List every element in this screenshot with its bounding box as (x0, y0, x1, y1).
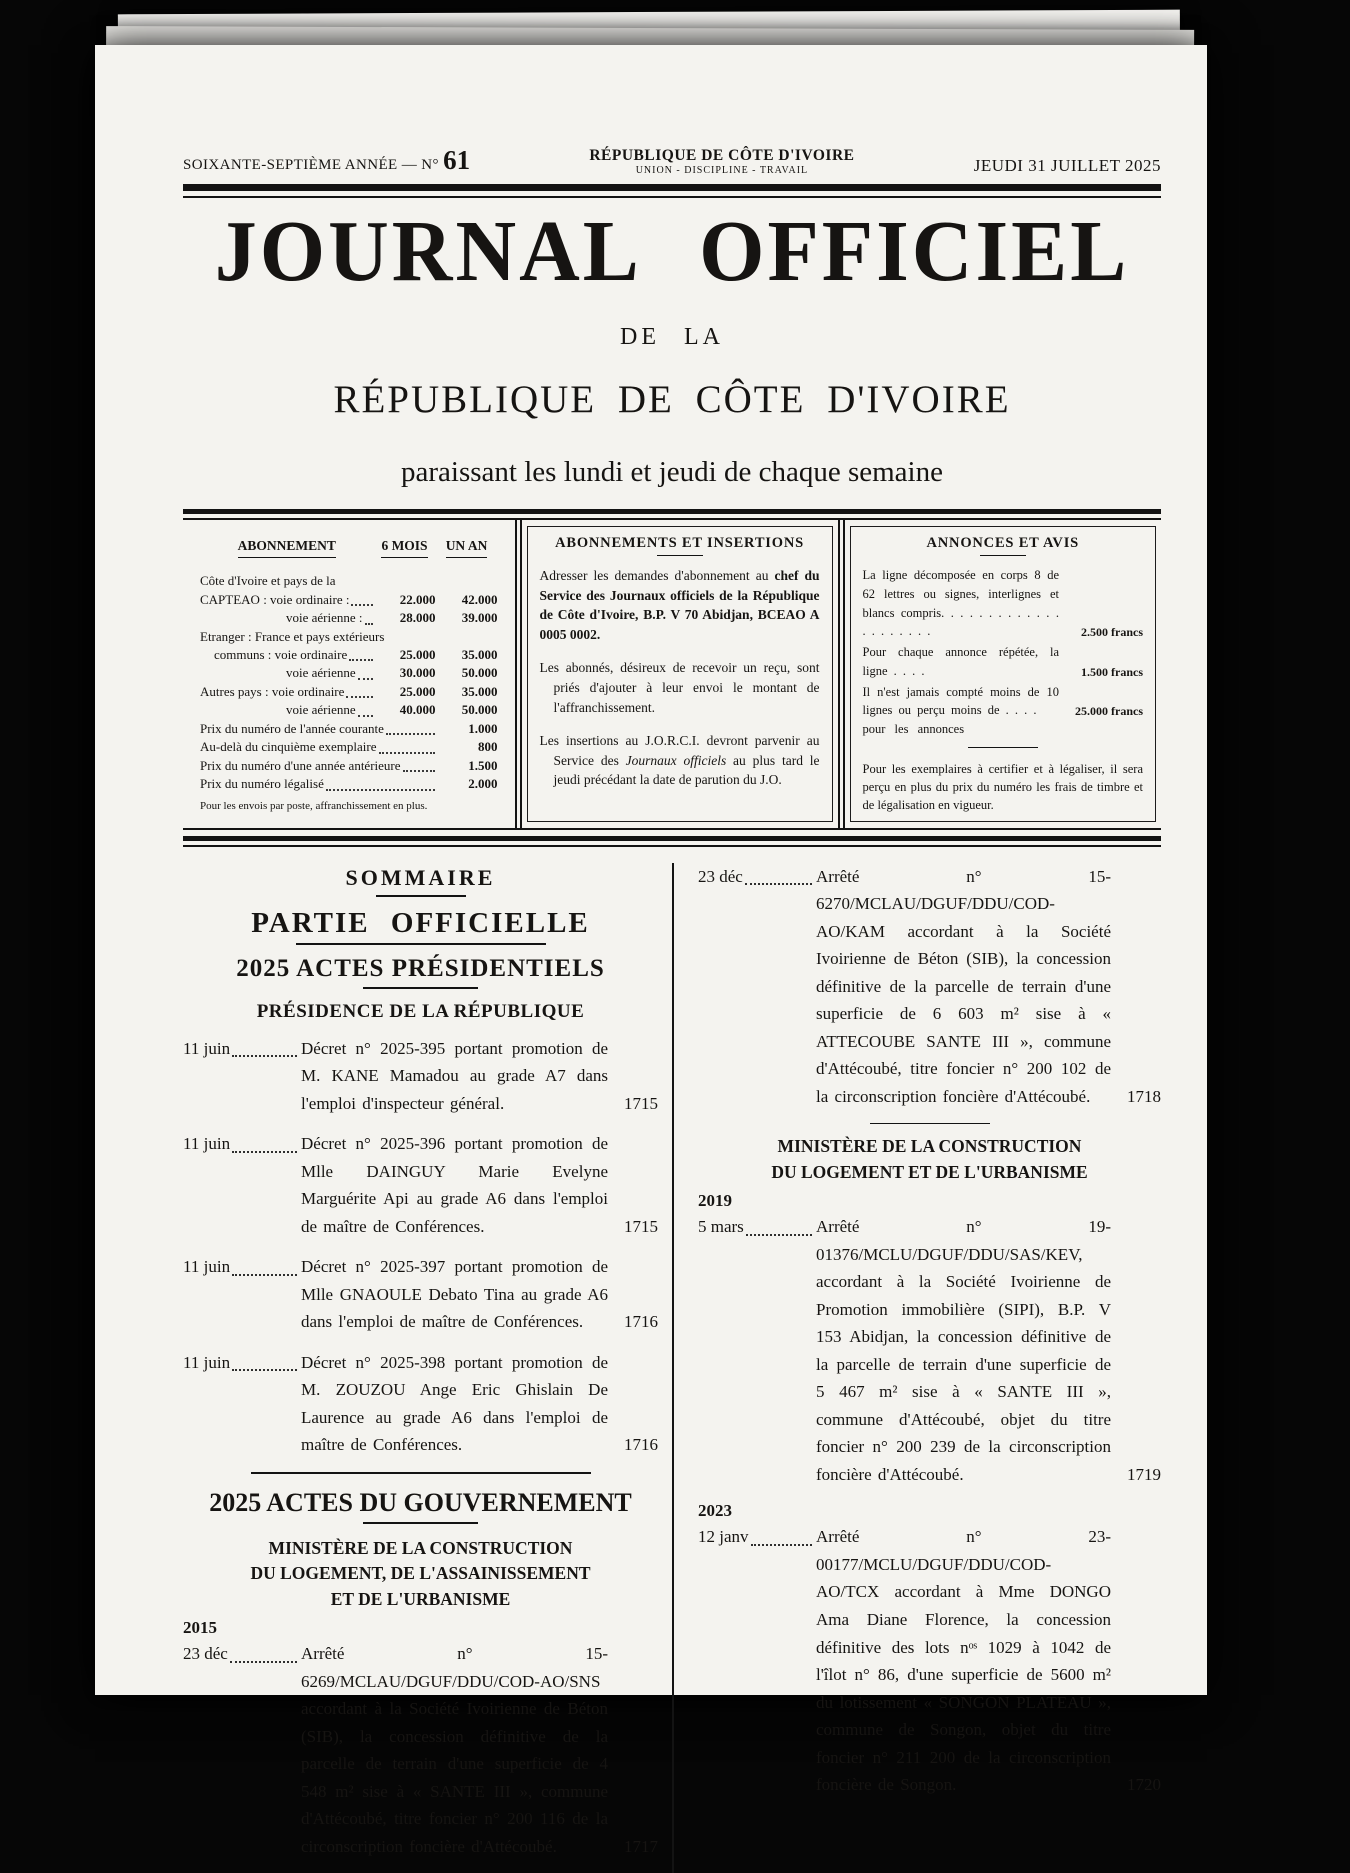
divider (183, 184, 1161, 198)
row-label: voie aérienne (286, 665, 356, 681)
row-label: CAPTEAO : voie ordinaire : (200, 591, 350, 607)
divider (183, 836, 1161, 847)
row-label: Prix du numéro d'une année antérieure (200, 757, 401, 773)
toc-entry-text: Arrêté n° 19-01376/MCLU/DGUF/DDU/SAS/KEV, accordant à la Société Ivoirienne de Promotion immobilière (SIPI), B.P. V 153 Abidjan, la concession définitive de la parcelle de terrain d'une superficie de 5 467 m² sise à « SANTE III », commune d'Attécoubé, objet du titre foncier n° 200 239 de la circonscription foncière d'Attécoubé. (816, 1217, 1111, 1484)
sommaire-section (183, 863, 1161, 1873)
year-label: 2015 (183, 1618, 217, 1638)
price-six: 28.000 (399, 610, 436, 626)
toc-entry (183, 1130, 658, 1240)
subscription-box (183, 520, 515, 827)
insertions-paragraph (540, 731, 820, 790)
row-label: Au-delà du cinquième exemplaire (200, 739, 377, 755)
ministry-line: MINISTÈRE DE LA CONSTRUCTION (268, 1538, 573, 1558)
toc-entry-lead (698, 863, 812, 891)
annonce-price: 25.000 francs (1075, 704, 1143, 719)
toc-entry-page: 1716 (624, 1312, 658, 1332)
toc-entry-page: 1715 (624, 1093, 658, 1113)
toc-entry-page: 1716 (624, 1435, 658, 1455)
year-label: 2023 (698, 1501, 732, 1521)
dot-leader (232, 1369, 297, 1371)
sommaire-right-column (672, 863, 1161, 1873)
price-six: 30.000 (399, 665, 436, 681)
paragraph-text: Adresser les demandes d'abonnement au (539, 568, 775, 584)
toc-entry-lead (183, 1640, 297, 1668)
price-year: 50.000 (461, 665, 498, 681)
toc-entry-page: 1717 (624, 1836, 658, 1856)
paragraph-italic-text: Journaux officiels (625, 752, 727, 768)
annonce-price: 1.500 francs (1081, 664, 1143, 679)
price-year: 50.000 (461, 702, 498, 718)
toc-entry-lead (183, 1130, 297, 1158)
dot-leader (358, 715, 373, 717)
price-six: 25.000 (399, 683, 436, 699)
subscription-row (200, 591, 498, 609)
ministry-line: DU LOGEMENT, DE L'ASSAINISSEMENT (250, 1563, 591, 1584)
sommaire-title: SOMMAIRE (345, 864, 496, 890)
toc-entry-text: Décret n° 2025-395 portant promotion de M. KANE Mamadou au grade A7 dans l'emploi d'inspecteur général. (301, 1038, 608, 1113)
actes-presidentiels-heading: 2025 ACTES PRÉSIDENTIELS (236, 954, 605, 982)
toc-entry-lead (183, 1035, 297, 1063)
info-boxes-row (183, 520, 1161, 829)
dot-leader (232, 1151, 297, 1153)
national-motto: UNION - DISCIPLINE - TRAVAIL (635, 164, 809, 176)
insertions-box (515, 520, 845, 827)
toc-entry-date: 23 déc (183, 1644, 228, 1664)
dot-leader (351, 604, 372, 606)
row-label: voie aérienne : (286, 610, 363, 626)
toc-entry-text: Décret n° 2025-398 portant promotion de M. ZOUZOU Ange Eric Ghislain De Laurence au grade A6 dans l'emploi de maître de Conférences. (301, 1352, 608, 1455)
actes-gouvernement-heading: 2025 ACTES DU GOUVERNEMENT (209, 1488, 632, 1517)
sommaire-left-column (183, 863, 672, 1873)
annonce-text: La ligne décomposée en corps 8 de 62 lettres ou signes, interlignes et blancs compris. . . . . . . . . . . . . . . . . . . . . (862, 568, 1059, 639)
dot-leader (403, 770, 435, 772)
toc-entry-lead (183, 1349, 297, 1377)
price-year: 35.000 (461, 647, 498, 662)
partie-officielle-heading: PARTIE OFFICIELLE (251, 906, 590, 939)
dot-leader (751, 1544, 812, 1546)
annonce-text: Pour chaque annonce répétée, la ligne . . . . (862, 645, 1059, 678)
price-year: 1.500 (468, 757, 498, 773)
toc-entry (183, 1640, 658, 1860)
price-six: 40.000 (399, 702, 436, 718)
subscription-row (200, 720, 498, 738)
journal-title: JOURNAL OFFICIEL (214, 203, 1130, 300)
subscription-row (200, 701, 498, 719)
toc-entry-lead (698, 1523, 812, 1551)
price-year: 2.000 (468, 776, 498, 792)
edition-prefix: SOIXANTE-SEPTIÈME ANNÉE — N° (183, 157, 444, 173)
subscription-row (200, 683, 498, 701)
paragraph-text: au plus tard le jeudi précédant la date de parution du J.O. (553, 752, 820, 788)
subscription-header (200, 538, 498, 558)
dot-leader (232, 1274, 297, 1276)
toc-entry-date: 23 déc (698, 866, 743, 886)
row-label: Autres pays : voie ordinaire (200, 683, 345, 699)
toc-entry (698, 1523, 1161, 1798)
insertions-paragraph: Les abonnés, désireux de recevoir un reçu, sont priés d'ajouter à leur envoi le montant de l'affranchissement. (539, 660, 820, 715)
edition-line (183, 145, 470, 176)
toc-entry-text: Arrêté n° 15-6270/MCLAU/DGUF/DDU/COD-AO/KAM accordant à la Société Ivoirienne de Béton (SIB), la concession définitive de la parcelle de terrain d'une superficie de 6 603 m² sise à « ATTECOUBE SANTE III », commune d'Attécoubé, titre foncier n° 200 102 de la circonscription foncière d'Attécoubé. (816, 866, 1111, 1106)
divider (296, 943, 546, 945)
toc-entry-text: Arrêté n° 15-6269/MCLAU/DGUF/DDU/COD-AO/SNS accordant à la Société Ivoirienne de Béton (SIB), la concession définitive de la parcelle de terrain d'une superficie de 4 548 m² sise à « SANTE III », commune d'Attécoubé, titre foncier n° 200 116 de la circonscription foncière d'Attécoubé. (301, 1644, 608, 1856)
ministry-line: DU LOGEMENT ET DE L'URBANISME (771, 1161, 1088, 1182)
divider (870, 1123, 990, 1124)
subscription-row (200, 628, 498, 646)
toc-entry (183, 1253, 658, 1336)
gazette-page (95, 45, 1207, 1856)
toc-entry-page: 1715 (624, 1216, 658, 1236)
price-year: 39.000 (461, 610, 498, 626)
republic-block (470, 147, 974, 176)
dot-leader (326, 789, 435, 791)
toc-entry-date: 11 juin (183, 1257, 231, 1277)
toc-entry-text: Décret n° 2025-397 portant promotion de Mlle GNAOULE Debato Tina au grade A6 dans l'emploi de maître de Conférences. (301, 1257, 608, 1332)
annonce-item (863, 683, 1143, 721)
toc-entry-date: 11 juin (183, 1038, 231, 1058)
toc-entry-date: 12 janv (698, 1527, 749, 1547)
dot-leader (346, 696, 372, 698)
dot-leader (379, 752, 435, 754)
issue-date: JEUDI 31 JUILLET 2025 (973, 156, 1161, 175)
subscription-row (200, 646, 498, 664)
paragraph-text: Les insertions au J.O.R.C.I. devront parvenir au Service des (539, 733, 820, 768)
price-six: 22.000 (399, 591, 436, 607)
price-year: 42.000 (461, 591, 498, 607)
toc-entry-lead (183, 1253, 297, 1281)
subscription-row (200, 775, 498, 793)
paragraph-bold-text: chef du Service des Journaux officiels de la République de Côte d'Ivoire, B.P. V 70 Abidjan, BCEAO A 0005 0002. (539, 568, 820, 642)
divider (363, 1522, 478, 1524)
dot-leader (232, 1055, 297, 1057)
subscription-row (200, 572, 498, 590)
toc-entry (183, 1349, 658, 1459)
masthead-dela: DE LA (620, 324, 724, 351)
dot-leader (230, 1661, 297, 1663)
insertions-paragraph (540, 566, 820, 644)
subscription-row (200, 738, 498, 756)
dot-leader (386, 733, 435, 735)
annonce-text: Il n'est jamais compté moins de 10 lignes ou perçu moins de . . . . (862, 684, 1059, 718)
row-label: Prix du numéro légalisé (200, 776, 324, 792)
divider (376, 895, 466, 897)
annonce-item (863, 566, 1143, 641)
republic-title: RÉPUBLIQUE DE CÔTE D'IVOIRE (589, 146, 855, 164)
subscription-title: ABONNEMENT (238, 538, 336, 558)
toc-entry-date: 11 juin (183, 1134, 231, 1154)
dot-leader (349, 659, 372, 661)
toc-entry-page: 1720 (1127, 1775, 1161, 1795)
divider (363, 987, 478, 989)
ministry-line: ET DE L'URBANISME (330, 1588, 511, 1609)
divider (251, 1472, 591, 1474)
row-label: voie aérienne (286, 702, 356, 718)
row-label: Prix du numéro de l'année courante (200, 720, 384, 736)
annonces-box (845, 520, 1161, 827)
toc-entry-page: 1718 (1127, 1086, 1161, 1106)
annonce-item (863, 643, 1143, 681)
toc-entry-date: 11 juin (183, 1352, 231, 1372)
divider (657, 555, 703, 556)
toc-entry (183, 1035, 658, 1118)
presidence-heading: PRÉSIDENCE DE LA RÉPUBLIQUE (256, 1000, 585, 1022)
toc-entry (698, 863, 1161, 1111)
toc-entry-text: Arrêté n° 23-00177/MCLU/DGUF/DDU/COD-AO/TCX accordant à Mme DONGO Ama Diane Florence, la concession définitive des lots nᵒˢ 1029 à 1042 de l'îlot n° 86, d'une superficie de 5600 m² du lotissement « SONGON PLATEAU », commune de Songon, objet du titre foncier n° 211 200 de la circonscription foncière de Songon. (816, 1527, 1111, 1795)
row-label: Etranger : France et pays extérieurs (200, 628, 385, 644)
ministry-heading (183, 1536, 658, 1612)
annonces-footer: Pour les exemplaires à certifier et à légaliser, il sera perçu en plus du prix du numéro les frais de timbre et de légalisation en vigueur. (862, 762, 1143, 813)
divider (183, 509, 1161, 520)
col-un-an: UN AN (446, 538, 488, 558)
toc-entry (698, 1213, 1161, 1488)
divider (968, 747, 1038, 748)
price-six: 25.000 (399, 647, 436, 662)
insertions-title: ABONNEMENTS ET INSERTIONS (555, 535, 804, 552)
row-label: Côte d'Ivoire et pays de la (200, 573, 336, 589)
year-label: 2019 (698, 1191, 732, 1211)
subscription-row (200, 609, 498, 627)
subscription-row (200, 664, 498, 682)
ministry-heading (698, 1134, 1161, 1185)
page-header (183, 145, 1161, 176)
annonce-suffix: pour les annonces (862, 722, 965, 737)
col-six-mois: 6 MOIS (381, 538, 427, 558)
dot-leader (745, 883, 812, 885)
toc-entry-date: 5 mars (698, 1217, 744, 1237)
price-year: 1.000 (468, 720, 498, 736)
dot-leader (358, 678, 373, 680)
annonce-price: 2.500 francs (1081, 625, 1143, 640)
ministry-line: MINISTÈRE DE LA CONSTRUCTION (777, 1136, 1082, 1157)
price-year: 800 (478, 739, 498, 755)
toc-entry-text: Décret n° 2025-396 portant promotion de Mlle DAINGUY Marie Evelyne Marguérite Api au grade A6 dans l'emploi de maître de Conférences. (301, 1134, 608, 1236)
divider (980, 555, 1026, 556)
edition-number: 61 (443, 145, 471, 175)
masthead (183, 203, 1161, 489)
annonces-title: ANNONCES ET AVIS (926, 535, 1079, 552)
toc-entry-lead (698, 1213, 812, 1241)
toc-entry-page: 1719 (1127, 1464, 1161, 1484)
subscription-footnote: Pour les envois par poste, affranchissement en plus. (200, 799, 428, 812)
dot-leader (746, 1234, 812, 1236)
price-year: 35.000 (461, 683, 498, 699)
dot-leader (365, 623, 373, 625)
subscription-row (200, 757, 498, 775)
masthead-frequency: paraissant les lundi et jeudi de chaque semaine (401, 456, 943, 489)
row-label: communs : voie ordinaire (214, 647, 348, 662)
masthead-republic: RÉPUBLIQUE DE CÔTE D'IVOIRE (333, 378, 1011, 422)
